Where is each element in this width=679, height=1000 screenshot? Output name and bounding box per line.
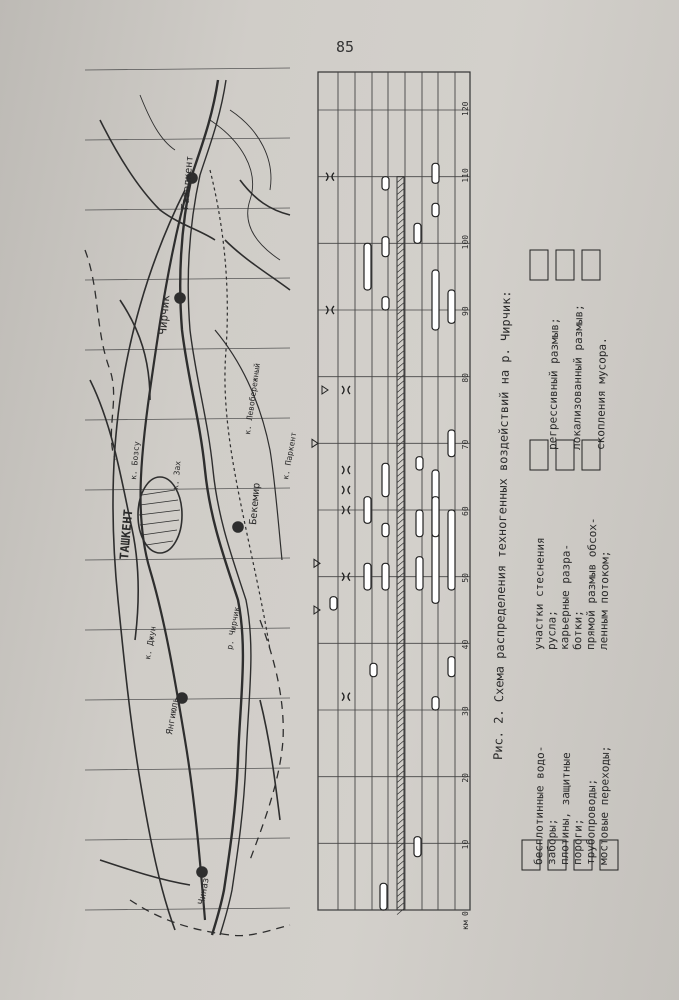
scour-hatch (397, 465, 404, 471)
scour-hatch (397, 693, 404, 699)
scour-hatch (397, 489, 404, 495)
impact-mark (416, 557, 423, 590)
scour-hatch (397, 351, 404, 357)
scour-hatch (397, 213, 404, 219)
impact-mark (432, 203, 439, 216)
axis-unit: км (461, 920, 470, 930)
legend-right-text: скопления мусора. (594, 337, 609, 451)
scour-hatch (397, 411, 404, 417)
scour-hatch (397, 867, 404, 873)
impact-mark (432, 163, 439, 183)
legend-symbol-box (582, 250, 600, 280)
label-k-zah: к. Зах (171, 460, 183, 491)
legend-mid-text: участки стеснения (532, 537, 547, 651)
legend-mid-text: ленным потоком; (597, 550, 612, 651)
scour-hatch (397, 795, 404, 801)
scour-hatch (397, 567, 404, 573)
impact-mark (414, 223, 421, 243)
impact-mark (330, 597, 337, 610)
km-tick-label: 60 (461, 506, 470, 516)
scour-hatch (397, 549, 404, 555)
legend-symbol-box (556, 250, 574, 280)
legend-mid-text: русла; (545, 610, 559, 651)
impact-mark (382, 177, 389, 190)
scour-hatch (397, 765, 404, 771)
scour-hatch (397, 393, 404, 399)
scour-hatch (397, 219, 404, 225)
scour-hatch (397, 675, 404, 681)
scour-hatch (397, 417, 404, 423)
impact-mark (432, 697, 439, 710)
scour-hatch (397, 645, 404, 651)
scour-hatch (397, 789, 404, 795)
scour-hatch (397, 597, 404, 603)
km-tick-label: 0 (461, 911, 470, 916)
scour-hatch (397, 459, 404, 465)
scour-hatch (397, 321, 404, 327)
impact-mark (370, 663, 377, 676)
legend-mid-text: прямой размыв обсох- (584, 517, 600, 651)
scour-hatch (397, 585, 404, 591)
impact-mark (382, 463, 389, 496)
scour-hatch (397, 285, 404, 291)
map-grid-line (85, 908, 290, 910)
scour-hatch (397, 525, 404, 531)
scour-hatch (397, 471, 404, 477)
km-tick-label: 90 (461, 306, 470, 316)
scour-hatch (397, 279, 404, 285)
impact-mark (382, 237, 389, 257)
scour-hatch (397, 339, 404, 345)
scour-hatch (397, 267, 404, 273)
intake-symbol (342, 486, 350, 494)
scour-hatch (397, 615, 404, 621)
impact-mark (382, 563, 389, 590)
scour-hatch (397, 369, 404, 375)
intake-symbol (342, 466, 350, 474)
scour-hatch (397, 819, 404, 825)
scour-hatch (397, 627, 404, 633)
map-grid-line (85, 558, 290, 560)
scour-hatch (397, 363, 404, 369)
scour-hatch (397, 255, 404, 261)
scour-hatch (397, 561, 404, 567)
label-gazalkent: Газалкент (180, 155, 196, 211)
scour-hatch (397, 657, 404, 663)
km-tick-label: 50 (461, 573, 470, 583)
scour-hatch (397, 855, 404, 861)
scour-hatch (397, 831, 404, 837)
scour-hatch (397, 753, 404, 759)
scour-hatch (397, 873, 404, 879)
legend-left-text: плотины, защитные (558, 752, 573, 866)
label-chinaz: Чиназ (197, 877, 212, 906)
scour-hatch (397, 201, 404, 207)
scour-hatch (397, 771, 404, 777)
scour-hatch (397, 717, 404, 723)
bridge-symbol (314, 559, 320, 567)
scour-hatch (397, 291, 404, 297)
scour-hatch (397, 519, 404, 525)
scour-hatch (397, 747, 404, 753)
km-tick-label: 30 (461, 706, 470, 716)
impact-chart (312, 72, 470, 930)
scour-hatch (397, 183, 404, 189)
scour-hatch (397, 315, 404, 321)
map-grid-line (85, 68, 290, 70)
label-tashkent: ТАШКЕНТ (117, 508, 136, 561)
map-grid-line (85, 838, 290, 840)
scour-hatch (397, 687, 404, 693)
scour-hatch (397, 399, 404, 405)
legend-left-text: мостовые переходы; (597, 745, 613, 866)
impact-mark (416, 457, 423, 470)
scour-hatch (397, 345, 404, 351)
legend-left-text: трубопроводы; (584, 778, 599, 866)
scour-hatch (397, 189, 404, 195)
scour-hatch (397, 681, 404, 687)
scour-hatch (397, 543, 404, 549)
label-k-dzhun: к. Джун (143, 625, 158, 661)
scour-hatch (397, 261, 404, 267)
scour-hatch (397, 849, 404, 855)
scour-hatch (397, 501, 404, 507)
intake-symbol (342, 693, 350, 701)
scour-hatch (397, 807, 404, 813)
scour-hatch (397, 537, 404, 543)
scour-hatch (397, 633, 404, 639)
label-k-left: к. Левобережный (243, 362, 263, 436)
scour-hatch (397, 477, 404, 483)
km-tick-label: 10 (461, 839, 470, 850)
scour-hatch (397, 663, 404, 669)
scour-hatch (397, 381, 404, 387)
scour-hatch (397, 579, 404, 585)
legend (522, 250, 618, 870)
scour-hatch (397, 621, 404, 627)
scour-hatch (397, 405, 404, 411)
impact-mark (416, 510, 423, 537)
map-grid-line (85, 418, 290, 420)
km-tick-label: 110 (461, 168, 470, 183)
scour-hatch (397, 387, 404, 393)
km-tick-label: 120 (461, 101, 470, 116)
label-parkent: к. Паркент (281, 431, 299, 481)
scour-hatch (397, 231, 404, 237)
map-grid-line (85, 768, 290, 770)
scour-hatch (397, 303, 404, 309)
km-tick-label: 40 (461, 639, 470, 650)
scour-hatch (397, 891, 404, 897)
scour-hatch (397, 195, 404, 201)
scour-hatch (397, 609, 404, 615)
scour-hatch (397, 669, 404, 675)
scour-hatch (397, 531, 404, 537)
scour-hatch (397, 333, 404, 339)
bridge-symbol (312, 439, 318, 447)
scour-hatch (397, 813, 404, 819)
scour-hatch (397, 759, 404, 765)
scour-hatch (397, 555, 404, 561)
scour-hatch (397, 237, 404, 243)
impact-mark (448, 290, 455, 323)
km-tick-label: 100 (461, 234, 470, 250)
scour-hatch (397, 801, 404, 807)
legend-right-text: локализованный размыв; (570, 304, 586, 451)
scour-hatch (397, 327, 404, 333)
scour-hatch (397, 885, 404, 891)
scour-hatch (397, 423, 404, 429)
map-grid-line (85, 278, 290, 280)
scour-hatch (397, 777, 404, 783)
label-bozsu: к. Бозсу (129, 441, 142, 481)
scour-hatch (397, 513, 404, 519)
map-labels (117, 155, 298, 905)
scour-hatch (397, 435, 404, 441)
map-grid-line (85, 348, 290, 350)
legend-mid-text: карьерные разра- (558, 543, 573, 651)
intake-symbol (342, 386, 350, 394)
scour-hatch (397, 429, 404, 435)
scour-hatch (397, 273, 404, 279)
scour-hatch (397, 591, 404, 597)
scour-hatch (397, 447, 404, 453)
scour-hatch (397, 711, 404, 717)
scour-hatch (397, 861, 404, 867)
scour-hatch (397, 225, 404, 231)
scour-hatch (397, 735, 404, 741)
impact-mark (364, 497, 371, 524)
impact-mark (448, 510, 455, 590)
scour-hatch (397, 573, 404, 579)
legend-left-text: заборы; (545, 818, 559, 866)
chart-frame (318, 72, 470, 910)
scour-hatch (397, 207, 404, 213)
label-chirchik-city: Чирчик (156, 294, 173, 336)
scour-hatch (397, 639, 404, 645)
scour-hatch (397, 879, 404, 885)
scour-hatch (397, 495, 404, 501)
legend-left-text: пороги; (571, 818, 585, 866)
figure-caption: Рис. 2. Схема распределения техногенных воздействий на р. Чирчик: (491, 290, 514, 761)
impact-mark (432, 497, 439, 537)
scour-hatch (397, 783, 404, 789)
impact-mark (382, 297, 389, 310)
legend-symbol-box (530, 250, 548, 280)
impact-mark (380, 883, 387, 910)
km-tick-label: 80 (461, 373, 470, 383)
label-bekemir: Бекемир (248, 482, 263, 526)
scour-hatch (397, 699, 404, 705)
scour-hatch (397, 603, 404, 609)
impact-mark (364, 243, 371, 290)
scour-hatch (397, 651, 404, 657)
scour-hatch (397, 483, 404, 489)
label-r-chirchik: р. Чирчик (225, 606, 242, 651)
scour-hatch (397, 177, 404, 183)
impact-mark (448, 430, 455, 457)
impact-mark (414, 837, 421, 857)
impact-mark (448, 657, 455, 677)
scour-hatch (397, 453, 404, 459)
scour-hatch (397, 309, 404, 315)
bridge-symbol (314, 606, 320, 614)
map-grid-line (85, 628, 290, 630)
impact-mark (432, 270, 439, 330)
legend-left-text: бесплотинные водо- (532, 745, 548, 866)
scour-hatch (397, 741, 404, 747)
scour-hatch (397, 897, 404, 903)
scour-hatch (397, 375, 404, 381)
scour-hatch (397, 723, 404, 729)
legend-right-text: регрессивный размыв; (546, 317, 562, 451)
scour-hatch (397, 249, 404, 255)
scour-hatch (397, 825, 404, 831)
label-yangiyul: Янгиюль (165, 696, 182, 736)
km-tick-label: 20 (461, 773, 470, 783)
bridge-symbol (322, 386, 328, 394)
page-number: 85 (336, 38, 355, 56)
km-tick-label: 70 (461, 439, 470, 450)
scour-hatch (397, 837, 404, 843)
scour-hatch (397, 729, 404, 735)
impact-mark (382, 523, 389, 536)
scour-hatch (397, 357, 404, 363)
scour-hatch (397, 903, 404, 909)
impact-mark (364, 563, 371, 590)
scour-hatch (397, 297, 404, 303)
legend-mid-text: ботки; (571, 610, 585, 651)
